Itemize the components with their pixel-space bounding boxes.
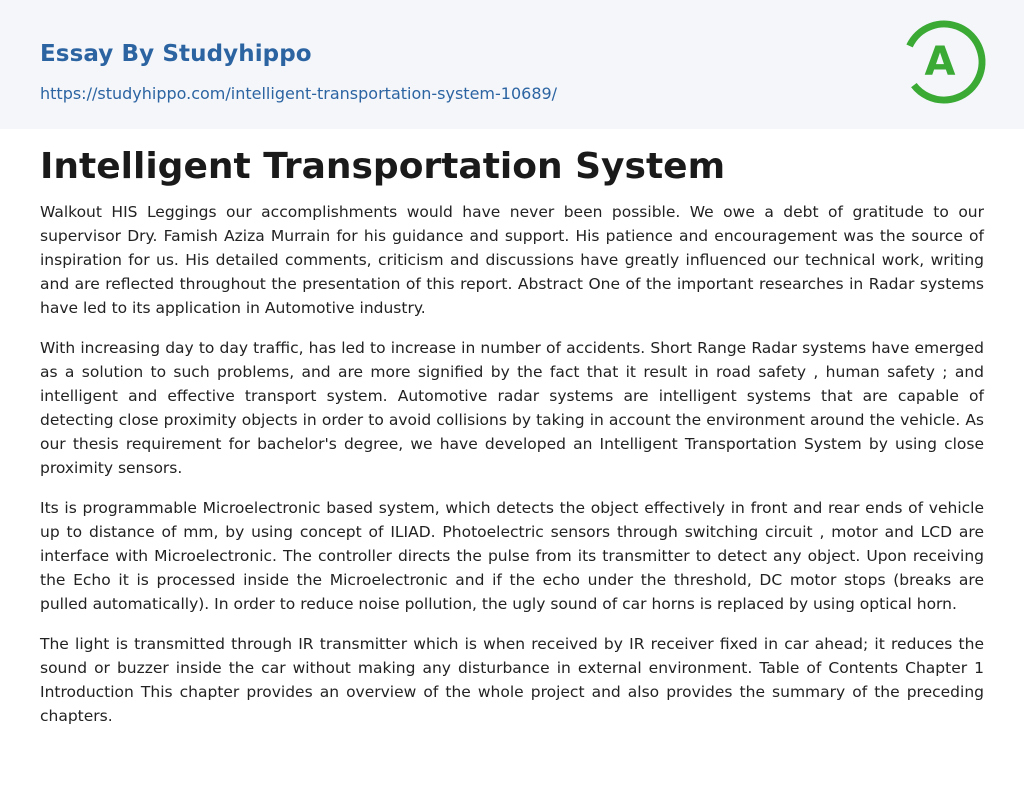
- article-body: [40, 200, 984, 744]
- paragraph-2: With increasing day to day traffic, has led to increase in number of accidents. Short Range Radar systems have emerged as a solution to such problems, and are more signified by the fact that it result in road safety , human safety ; and intelligent and effective transport system. Automotive radar systems are intelligent systems that are capable of detecting close proximity objects in order to avoid collisions by taking in account the environment around the vehicle. As our thesis requirement for bachelor's degree, we have developed an Intelligent Transportation System by using close proximity sensors.: [40, 339, 984, 477]
- source-url-link[interactable]: https://studyhippo.com/intelligent-transportation-system-10689/: [40, 84, 558, 103]
- paragraph-3: Its is programmable Microelectronic based system, which detects the object effectively in front and rear ends of vehicle up to distance of mm, by using concept of ILIAD. Photoelectric sensors through switching circuit , motor and LCD are interface with Microelectronic. The controller directs the pulse from its transmitter to detect any object. Upon receiving the Echo it is processed inside the Microelectronic and if the echo under the threshold, DC motor stops (breaks are pulled automatically). In order to reduce noise pollution, the ugly sound of car horns is replaced by using optical horn.: [40, 499, 984, 613]
- paragraph-1: Walkout HIS Leggings our accomplishments would have never been possible. We owe a debt of gratitude to our supervisor Dry. Famish Aziza Murrain for his guidance and support. His patience and encouragement was the source of inspiration for us. His detailed comments, criticism and discussions have greatly influenced our technical work, writing and are reflected throughout the presentation of this report. Abstract One of the important researches in Radar systems have led to its application in Automotive industry.: [40, 203, 984, 317]
- brand-title[interactable]: Essay By Studyhippo: [40, 41, 312, 67]
- logo-letter: A: [924, 39, 956, 85]
- page-title: Intelligent Transportation System: [40, 146, 726, 187]
- studyhippo-logo-icon[interactable]: [906, 18, 986, 106]
- site-header: [0, 0, 1024, 129]
- paragraph-4: The light is transmitted through IR transmitter which is when received by IR receiver fixed in car ahead; it reduces the sound or buzzer inside the car without making any disturbance in external environment. Table of Contents Chapter 1 Introduction This chapter provides an overview of the whole project and also provides the summary of the preceding chapters.: [40, 635, 984, 725]
